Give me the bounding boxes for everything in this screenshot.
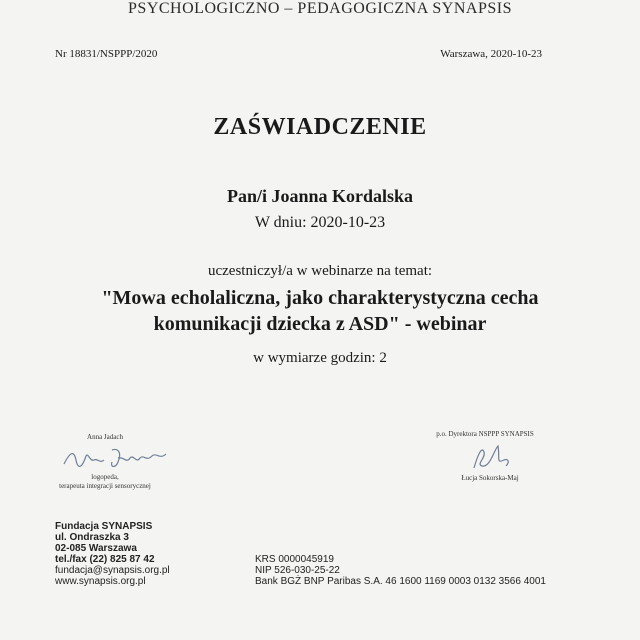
footer-foundation-name: Fundacja SYNAPSIS bbox=[55, 521, 153, 532]
footer-nip: NIP 526-030-25-22 bbox=[255, 565, 340, 576]
left-signatory-name: Anna Jadach bbox=[87, 433, 123, 441]
right-signatory-title: p.o. Dyrektora NSPPP SYNAPSIS bbox=[436, 430, 534, 438]
webinar-topic-line-2: komunikacji dziecka z ASD" - webinar bbox=[153, 313, 487, 335]
footer-city: 02-085 Warszawa bbox=[55, 543, 137, 554]
footer-bank-account: Bank BGŻ BNP Paribas S.A. 46 1600 1169 0003 0132 3566 4001 bbox=[255, 576, 546, 587]
footer-website: www.synapsis.org.pl bbox=[55, 576, 146, 587]
hours-count: w wymiarze godzin: 2 bbox=[253, 350, 387, 366]
footer-street: ul. Ondraszka 3 bbox=[55, 532, 129, 543]
left-handwritten-signature bbox=[60, 442, 170, 474]
certificate-number: Nr 18831/NSPPP/2020 bbox=[55, 48, 158, 60]
organization-header: PSYCHOLOGICZNO – PEDAGOGICZNA SYNAPSIS bbox=[128, 0, 512, 17]
participation-intro: uczestniczył/a w webinarze na temat: bbox=[207, 263, 433, 279]
event-date: W dniu: 2020-10-23 bbox=[254, 214, 386, 231]
footer-krs: KRS 0000045919 bbox=[255, 554, 334, 565]
left-signatory-role-1: logopeda, bbox=[91, 473, 119, 481]
footer-email: fundacja@synapsis.org.pl bbox=[55, 565, 170, 576]
place-date: Warszawa, 2020-10-23 bbox=[440, 48, 542, 60]
left-signatory-role-2: terapeuta integracji sensorycznej bbox=[59, 482, 151, 490]
footer-phone: tel./fax (22) 825 87 42 bbox=[55, 554, 155, 565]
document-title: ZAŚWIADCZENIE bbox=[213, 114, 427, 140]
recipient-name: Pan/i Joanna Kordalska bbox=[226, 186, 414, 206]
right-handwritten-signature bbox=[468, 440, 512, 472]
webinar-topic-line-1: "Mowa echolaliczna, jako charakterystyczna cecha bbox=[101, 287, 539, 309]
right-signatory-name: Łucja Sokorska-Maj bbox=[461, 474, 519, 482]
